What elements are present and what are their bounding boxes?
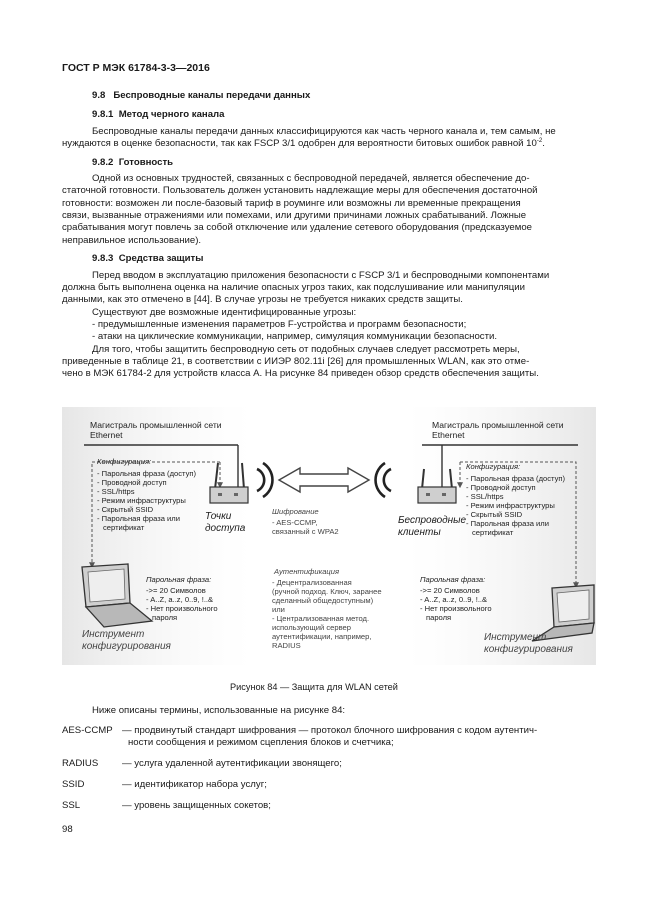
- list-item: сертификат: [103, 523, 145, 532]
- list-item: - Децентрализованная: [272, 578, 352, 587]
- subsection-heading-982: [92, 157, 173, 168]
- subsection-number: 9.8.1: [92, 109, 114, 120]
- list-item: ->= 20 Символов: [146, 586, 206, 595]
- section-number: 9.8: [92, 90, 106, 101]
- authentication-list: [272, 578, 382, 650]
- list-item: - Нет произвольного: [420, 604, 492, 613]
- page-number: 98: [62, 824, 73, 835]
- bidirectional-arrow-icon: [279, 468, 369, 492]
- list-item: - AES-CCMP,: [272, 518, 318, 527]
- paragraph-line: неправильное использование).: [62, 235, 202, 246]
- list-item: пароля: [426, 613, 452, 622]
- paragraph-line: готовности: возможен ли после-базовый тариф в роуминге или возможны ли временные прекращения: [62, 198, 521, 209]
- radio-waves-left-icon: [257, 463, 272, 497]
- term-definition: [122, 725, 599, 749]
- config-list-right: [466, 474, 565, 537]
- exponent: -2: [536, 137, 543, 144]
- paragraph-line: Для того, чтобы защитить беспроводную сеть от подобных случаев следует рассмотреть меры,: [92, 344, 520, 355]
- section-title: Беспроводные каналы передачи данных: [113, 90, 311, 101]
- list-item: - Парольная фраза (доступ): [97, 469, 197, 478]
- paragraph-line: Существуют две возможные идентифицированные угрозы:: [92, 307, 357, 318]
- subsection-heading-983: [92, 253, 203, 264]
- authentication-title: Аутентификация: [274, 567, 340, 576]
- term-row: [62, 800, 599, 813]
- figure-caption: Рисунок 84 — Защита для WLAN сетей: [230, 682, 398, 692]
- paragraph-line: Перед вводом в эксплуатацию приложения безопасности с FSCP 3/1 и беспроводными компонентами: [92, 270, 550, 281]
- subsection-heading-981: [92, 109, 224, 120]
- list-item: связанный с WPA2: [272, 527, 339, 536]
- term: RADIUS: [62, 758, 99, 769]
- label-line: клиенты: [398, 527, 441, 538]
- list-item: - атаки на циклические коммуникации, например, симуляция коммуникации безопасности.: [92, 331, 498, 342]
- term-row: [62, 758, 599, 771]
- paragraph-line: срабатывания могут повлечь за собой отключение или удаление сетевого оборудования (предсказуемое: [62, 222, 533, 233]
- label-line: Магистраль промышленной сети: [90, 420, 222, 430]
- label-line: Инструмент: [82, 629, 145, 640]
- label-line: Ethernet: [432, 430, 465, 440]
- term-definition: — идентификатор набора услуг;: [122, 779, 267, 790]
- wireless-clients-label: [398, 515, 466, 539]
- password-title-right: Парольная фраза:: [420, 575, 486, 584]
- list-item: - Скрытый SSID: [97, 505, 154, 514]
- list-item: - Нет произвольного: [146, 604, 218, 613]
- label-line: Беспроводные: [398, 515, 467, 526]
- standard-header: ГОСТ Р МЭК 61784-3-3—2016: [62, 62, 210, 74]
- paragraph-line: [62, 138, 545, 149]
- config-title-left: Конфигурация:: [97, 457, 152, 466]
- subsection-number: 9.8.2: [92, 157, 114, 168]
- definition-line: — продвинутый стандарт шифрования — протокол блочного шифрования с кодом аутентич-: [122, 725, 538, 736]
- term-row: [62, 779, 599, 792]
- list-item: RADIUS: [272, 641, 301, 650]
- access-points-label: [205, 511, 245, 535]
- list-item: - Режим инфраструктуры: [97, 496, 186, 505]
- list-item: - Режим инфраструктуры: [466, 501, 555, 510]
- list-item: сертификат: [472, 528, 514, 537]
- radio-waves-right-icon: [376, 463, 391, 497]
- term-definition: — уровень защищенных сокетов;: [122, 800, 271, 811]
- term-row: [62, 725, 599, 751]
- ethernet-label-left: [90, 420, 222, 440]
- label-line: доступа: [205, 523, 246, 534]
- list-item: - SSL/https: [97, 487, 135, 496]
- list-item: - Парольная фраза или: [466, 519, 549, 528]
- list-item: использующий сервер: [272, 623, 351, 632]
- list-item: сделанный общедоступным): [272, 596, 374, 605]
- config-list-left: [97, 469, 196, 532]
- list-item: - Проводной доступ: [466, 483, 536, 492]
- paragraph-line: чено в МЭК 61784-2 для устройств класса А. На рисунке 84 приведен обзор средств обеспечения защиты.: [62, 368, 539, 379]
- encryption-title: Шифрование: [272, 507, 319, 516]
- list-item: - A..Z, a..z, 0..9, !..&: [146, 595, 214, 604]
- section-heading: [92, 90, 310, 101]
- list-item: - Парольная фраза или: [97, 514, 180, 523]
- label-line: Инструмент: [484, 632, 547, 643]
- terms-intro: Ниже описаны термины, использованные на рисунке 84:: [92, 705, 346, 716]
- list-item: ->= 20 Символов: [420, 586, 480, 595]
- ethernet-label-right: [432, 420, 564, 440]
- paragraph-line: Одной из основных трудностей, связанных с беспроводной передачей, является обеспечение до-: [92, 173, 530, 184]
- term: SSL: [62, 800, 81, 811]
- paragraph-line: данными, как это отмечено в [44]. В случае угрозы не требуется никаких средств защиты.: [62, 294, 463, 305]
- list-item: или: [272, 605, 285, 614]
- paragraph-line: статочной готовности. Пользователь должен установить надлежащие меры для обеспечения достаточной: [62, 185, 538, 196]
- encryption-list: [272, 518, 339, 536]
- label-line: Ethernet: [90, 430, 123, 440]
- paragraph-line: связи, вызванные отражениями или помехами, или другими причинами ложных срабатываний. Ложные: [62, 210, 527, 221]
- label-line: Магистраль промышленной сети: [432, 420, 564, 430]
- term: SSID: [62, 779, 85, 790]
- list-item: - предумышленные изменения параметров F-устройства и программ безопасности;: [92, 319, 467, 330]
- config-title-right: Конфигурация:: [466, 462, 521, 471]
- term: AES-CCMP: [62, 725, 113, 736]
- paragraph-line: Беспроводные каналы передачи данных классифицируются как часть черного канала и, тем самым, не: [92, 126, 556, 137]
- subsection-title: Готовность: [118, 157, 174, 168]
- password-title-left: Парольная фраза:: [146, 575, 212, 584]
- config-tool-label-right: [484, 632, 573, 656]
- list-item: пароля: [152, 613, 178, 622]
- wlan-security-figure: [62, 407, 596, 665]
- list-item: - Проводной доступ: [97, 478, 167, 487]
- list-item: - A..Z, a..z, 0..9, !..&: [420, 595, 488, 604]
- label-line: конфигурирования: [82, 641, 171, 652]
- password-list-right: [420, 586, 492, 622]
- subsection-title: Метод черного канала: [118, 109, 225, 120]
- list-item: - SSL/https: [466, 492, 504, 501]
- subsection-title: Средства защиты: [118, 253, 204, 264]
- paragraph-line: приведенные в таблице 21, в соответствии с ИИЭР 802.11i [26] для промышленных WLAN, как это отме-: [62, 356, 530, 367]
- text-run: нуждаются в оценке безопасности, так как FSCP 3/1 одобрен для вероятности битовых ошибок равной 10: [62, 138, 537, 149]
- label-line: конфигурирования: [484, 644, 573, 655]
- password-list-left: [146, 586, 218, 622]
- config-tool-label-left: [82, 629, 171, 653]
- subsection-number: 9.8.3: [92, 253, 114, 264]
- list-item: - Скрытый SSID: [466, 510, 523, 519]
- paragraph-line: должна быть выполнена оценка на наличие опасных угроз таких, как подслушивание или манипуляции: [62, 282, 526, 293]
- label-line: Точки: [205, 511, 232, 522]
- list-item: - Парольная фраза (доступ): [466, 474, 566, 483]
- list-item: - Централизованная метод.: [272, 614, 370, 623]
- term-definition: — услуга удаленной аутентификации звонящего;: [122, 758, 342, 769]
- list-item: (ручной подход. Ключ, заранее: [272, 587, 382, 596]
- text-run: .: [542, 138, 545, 149]
- list-item: аутентификации, например,: [272, 632, 372, 641]
- definition-line: ности сообщения и режимом сцепления блоков и счетчика;: [128, 737, 394, 749]
